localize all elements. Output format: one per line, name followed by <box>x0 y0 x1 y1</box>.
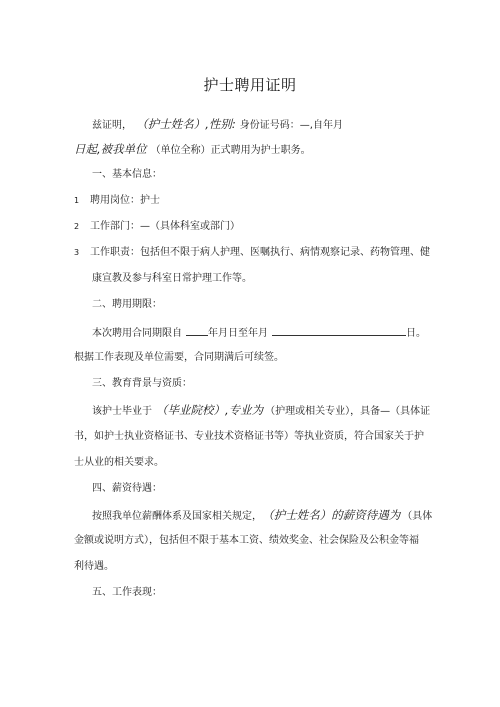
item-number: 2 <box>74 222 80 231</box>
item-position <box>74 194 160 208</box>
item-department <box>74 220 240 234</box>
education-line-2: 书，如护士执业资格证书、专业技术资格证书等）等执业资质，符合国家关于护 <box>74 431 424 442</box>
employer-text: （单位全称）正式聘用为护士职务。 <box>150 145 311 156</box>
item-number: 3 <box>74 248 80 257</box>
section-performance: 五、工作表现： <box>92 587 162 598</box>
salary-line-3: 利待遇。 <box>74 561 114 572</box>
id-number-text: 身份证号码：—,自年月 <box>239 120 343 131</box>
item-duties <box>74 246 430 260</box>
intro-line-2 <box>74 142 311 158</box>
education-text: 该护士毕业于 <box>92 406 152 417</box>
term-blank-start <box>186 325 208 336</box>
term-text: 年月日至年月 <box>208 328 268 339</box>
term-blank-end <box>272 325 406 336</box>
education-text: （护理或相关专业），具备—（具体证 <box>265 406 431 417</box>
item-duties-cont: 康宣教及参与科室日常护理工作等。 <box>92 273 252 284</box>
section-education: 三、教育背景与资质： <box>92 378 192 389</box>
section-term: 二、聘用期限： <box>92 299 162 310</box>
salary-line-1 <box>92 508 432 524</box>
section-basic-info: 一、基本信息： <box>92 169 162 180</box>
salary-line-2: 金额或说明方式），包括但不限于基本工资、绩效奖金、社会保险及公积金等福 <box>74 535 419 546</box>
item-text: 聘用岗位：护士 <box>90 195 160 206</box>
term-text: 日。 <box>406 328 426 339</box>
salary-text: （具体 <box>402 511 433 522</box>
nurse-name-placeholder: （护士姓名）的薪资待遇为 <box>268 508 401 522</box>
salary-text: 按照我单位薪酬体系及国家相关规定， <box>92 511 262 522</box>
education-line-1 <box>92 403 430 419</box>
intro-line-1 <box>92 117 343 133</box>
term-line-1 <box>92 325 426 341</box>
item-text: 工作职责：包括但不限于病人护理、医嘱执行、病情观察记录、药物管理、健 <box>90 247 430 258</box>
term-line-2: 根据工作表现及单位需要，合同期满后可续签。 <box>74 352 284 363</box>
education-line-3: 士从业的相关要求。 <box>74 457 164 468</box>
term-text: 本次聘用合同期限自 <box>92 328 182 339</box>
document-title: 护士聘用证明 <box>203 76 297 94</box>
section-salary: 四、薪资待遇： <box>92 483 162 494</box>
intro-text: 兹证明， <box>92 120 132 131</box>
employer-prefix: 日起,被我单位 <box>74 142 147 156</box>
item-number: 1 <box>74 196 80 205</box>
item-text: 工作部门：—（具体科室或部门） <box>90 221 240 232</box>
school-placeholder: （毕业院校）,专业为 <box>156 403 264 417</box>
nurse-name-placeholder: （护士姓名）,性别: <box>142 117 236 131</box>
